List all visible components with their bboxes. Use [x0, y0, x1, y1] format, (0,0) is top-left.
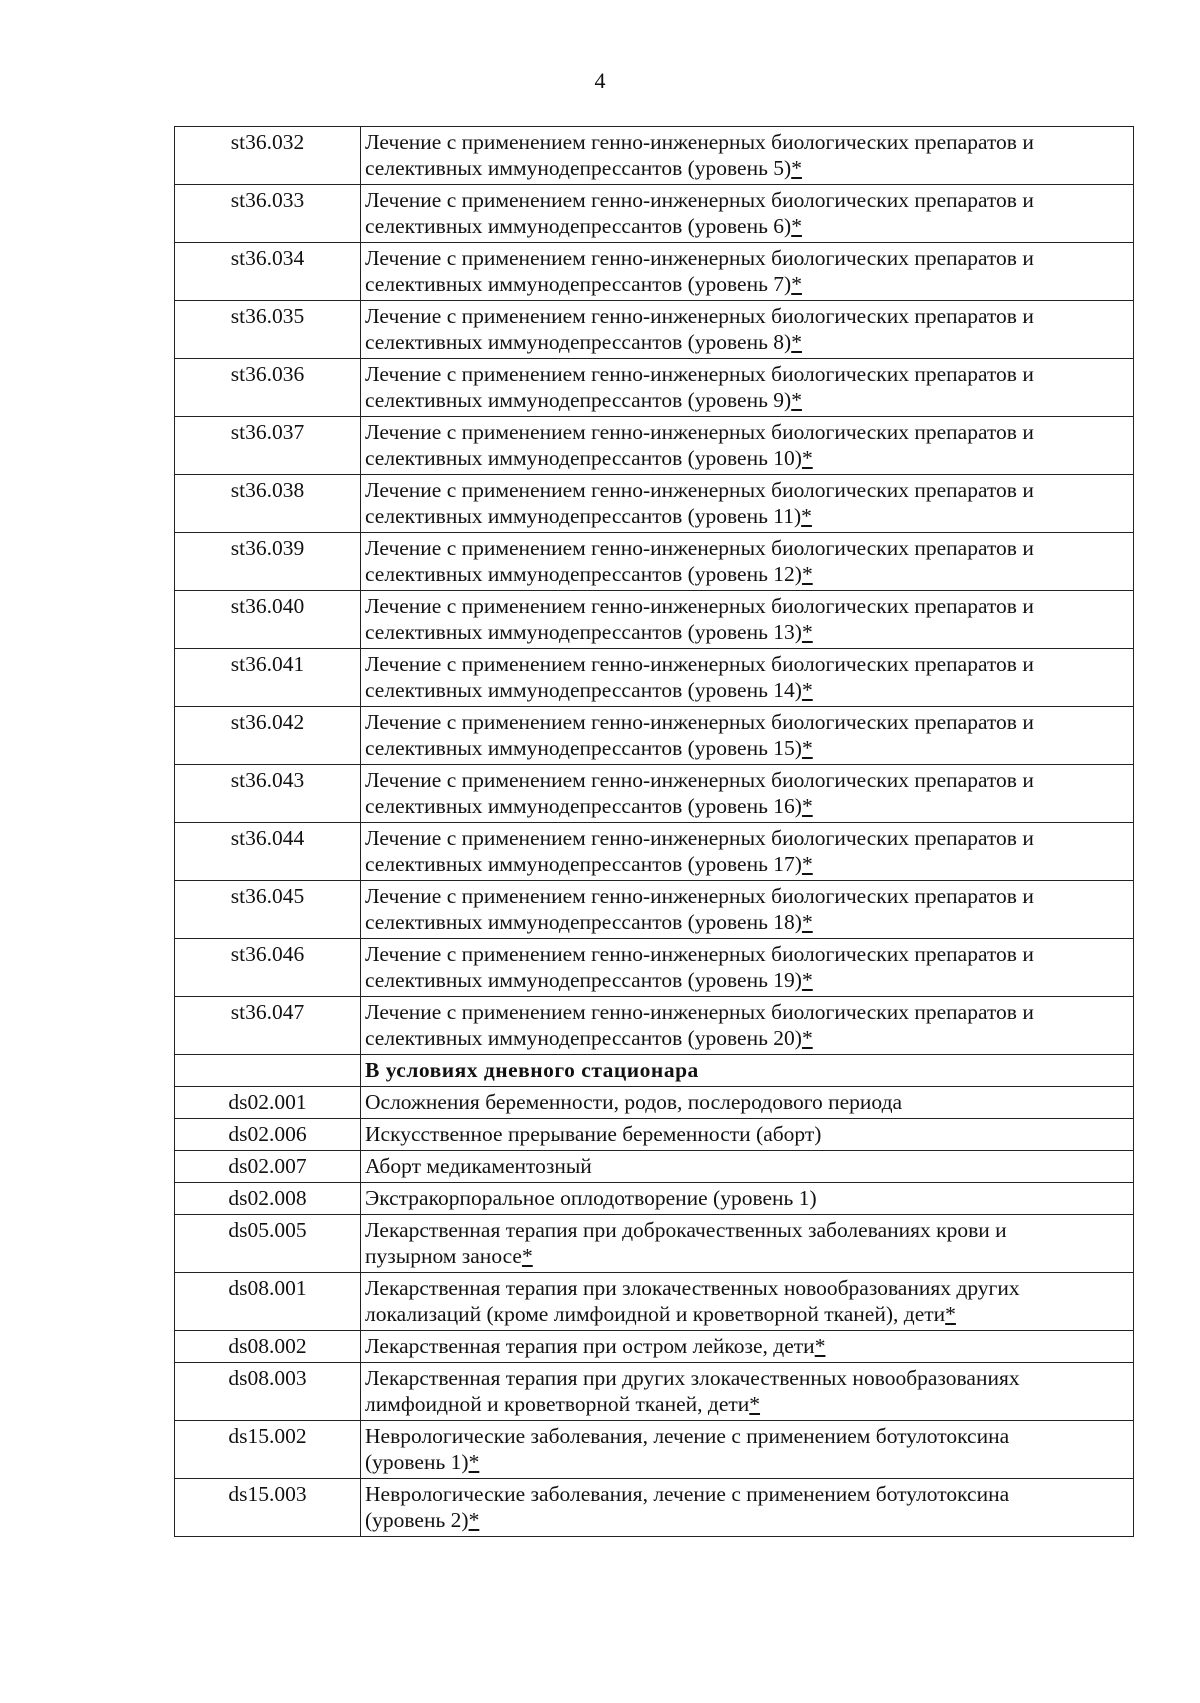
- description-line-1: Лечение с применением генно-инженерных биологических препаратов и: [365, 246, 1034, 270]
- code-cell: ds08.002: [175, 1331, 361, 1363]
- code-cell: st36.045: [175, 881, 361, 939]
- ksg-table: [174, 126, 1134, 1537]
- table-row: [175, 1151, 1134, 1183]
- description-line-1: Неврологические заболевания, лечение с применением ботулотоксина: [365, 1424, 1010, 1448]
- table-row: [175, 1119, 1134, 1151]
- description-cell: [361, 1087, 1134, 1119]
- footnote-asterisk: *: [801, 736, 813, 760]
- description-line-1: Искусственное прерывание беременности (аборт): [365, 1122, 822, 1146]
- footnote-asterisk: *: [791, 388, 802, 412]
- code-cell: st36.047: [175, 997, 361, 1055]
- description-cell: [361, 1363, 1134, 1421]
- footnote-asterisk: *: [945, 1302, 956, 1326]
- code-cell: st36.036: [175, 359, 361, 417]
- description-line-2: селективных иммунодепрессантов (уровень 11): [365, 504, 802, 528]
- footnote-asterisk: *: [801, 910, 813, 934]
- description-line-2: селективных иммунодепрессантов (уровень 20): [365, 1026, 802, 1050]
- code-cell: st36.043: [175, 765, 361, 823]
- table-row: [175, 765, 1134, 823]
- description-line-1: Осложнения беременности, родов, послеродового периода: [365, 1090, 903, 1114]
- table-row: [175, 1421, 1134, 1479]
- footnote-asterisk: *: [749, 1392, 761, 1416]
- description-line-2: селективных иммунодепрессантов (уровень 17): [365, 852, 802, 876]
- table-row: [175, 1183, 1134, 1215]
- description-line-1: Лекарственная терапия при доброкачественных заболеваниях крови и: [365, 1218, 1007, 1242]
- description-cell: [361, 1215, 1134, 1273]
- description-line-1: Лечение с применением генно-инженерных биологических препаратов и: [365, 768, 1034, 792]
- footnote-asterisk: *: [791, 214, 802, 238]
- table-row: [175, 243, 1134, 301]
- description-line-2: селективных иммунодепрессантов (уровень 15): [365, 736, 802, 760]
- footnote-asterisk: *: [801, 968, 813, 992]
- description-line-1: Экстракорпоральное оплодотворение (уровень 1): [365, 1186, 817, 1210]
- description-cell: [361, 127, 1134, 185]
- code-cell: st36.039: [175, 533, 361, 591]
- description-cell: [361, 649, 1134, 707]
- footnote-asterisk: *: [791, 272, 802, 296]
- code-cell: st36.032: [175, 127, 361, 185]
- description-cell: [361, 417, 1134, 475]
- footnote-asterisk: *: [801, 678, 813, 702]
- footnote-asterisk: *: [801, 504, 812, 528]
- description-cell: [361, 939, 1134, 997]
- table-row: [175, 1331, 1134, 1363]
- table-row: [175, 1479, 1134, 1537]
- description-cell: [361, 533, 1134, 591]
- description-cell: [361, 359, 1134, 417]
- table-row: [175, 475, 1134, 533]
- code-cell: ds02.008: [175, 1183, 361, 1215]
- description-cell: [361, 185, 1134, 243]
- table-row: [175, 1273, 1134, 1331]
- description-cell: [361, 1421, 1134, 1479]
- description-line-1: Лечение с применением генно-инженерных биологических препаратов и: [365, 536, 1034, 560]
- code-cell: st36.037: [175, 417, 361, 475]
- description-line-2: локализаций (кроме лимфоидной и кроветворной тканей), дети: [365, 1302, 946, 1326]
- table-row: [175, 881, 1134, 939]
- footnote-asterisk: *: [521, 1244, 533, 1268]
- table-row: [175, 939, 1134, 997]
- description-line-2: селективных иммунодепрессантов (уровень 14): [365, 678, 802, 702]
- description-cell: [361, 243, 1134, 301]
- table-row: [175, 823, 1134, 881]
- description-line-1: Лечение с применением генно-инженерных биологических препаратов и: [365, 942, 1034, 966]
- description-line-1: Неврологические заболевания, лечение с применением ботулотоксина: [365, 1482, 1010, 1506]
- description-cell: [361, 1479, 1134, 1537]
- description-line-1: Лечение с применением генно-инженерных биологических препаратов и: [365, 478, 1034, 502]
- table-row: [175, 591, 1134, 649]
- description-cell: [361, 823, 1134, 881]
- description-line-1: Лекарственная терапия при злокачественных новообразованиях других: [365, 1276, 1020, 1300]
- description-line-1: Лечение с применением генно-инженерных биологических препаратов и: [365, 188, 1034, 212]
- description-line-1: Лекарственная терапия при других злокачественных новообразованиях: [365, 1366, 1020, 1390]
- footnote-asterisk: *: [468, 1450, 480, 1474]
- description-line-1: Лечение с применением генно-инженерных биологических препаратов и: [365, 130, 1034, 154]
- description-line-2: селективных иммунодепрессантов (уровень 6): [365, 214, 792, 238]
- empty-code-cell: [175, 1055, 361, 1087]
- description-cell: [361, 881, 1134, 939]
- description-line-1: Лечение с применением генно-инженерных биологических препаратов и: [365, 304, 1034, 328]
- table-row: [175, 533, 1134, 591]
- code-cell: ds15.003: [175, 1479, 361, 1537]
- code-cell: ds02.001: [175, 1087, 361, 1119]
- table-row: [175, 359, 1134, 417]
- description-line-1: Лечение с применением генно-инженерных биологических препаратов и: [365, 1000, 1034, 1024]
- code-cell: ds08.003: [175, 1363, 361, 1421]
- description-line-1: Лечение с применением генно-инженерных биологических препаратов и: [365, 594, 1034, 618]
- description-cell: [361, 1331, 1134, 1363]
- description-line-1: Лечение с применением генно-инженерных биологических препаратов и: [365, 652, 1034, 676]
- description-line-2: селективных иммунодепрессантов (уровень 12): [365, 562, 802, 586]
- section-row: [175, 1055, 1134, 1087]
- description-line-2: селективных иммунодепрессантов (уровень 10): [365, 446, 802, 470]
- code-cell: st36.034: [175, 243, 361, 301]
- description-line-1: Лечение с применением генно-инженерных биологических препаратов и: [365, 884, 1034, 908]
- code-cell: st36.033: [175, 185, 361, 243]
- description-cell: [361, 475, 1134, 533]
- table-row: [175, 707, 1134, 765]
- description-cell: [361, 301, 1134, 359]
- description-line-2: (уровень 2): [365, 1508, 469, 1532]
- description-cell: [361, 1183, 1134, 1215]
- table-row: [175, 417, 1134, 475]
- table-row: [175, 1363, 1134, 1421]
- footnote-asterisk: *: [801, 794, 813, 818]
- code-cell: st36.046: [175, 939, 361, 997]
- table-row: [175, 185, 1134, 243]
- code-cell: ds05.005: [175, 1215, 361, 1273]
- table-row: [175, 1215, 1134, 1273]
- code-cell: ds02.007: [175, 1151, 361, 1183]
- table-row: [175, 1087, 1134, 1119]
- description-cell: [361, 707, 1134, 765]
- table-row: [175, 997, 1134, 1055]
- code-cell: st36.038: [175, 475, 361, 533]
- description-line-1: Лечение с применением генно-инженерных биологических препаратов и: [365, 826, 1034, 850]
- description-line-2: (уровень 1): [365, 1450, 469, 1474]
- description-cell: [361, 1119, 1134, 1151]
- description-line-1: Лекарственная терапия при остром лейкозе, дети: [365, 1334, 815, 1358]
- code-cell: ds15.002: [175, 1421, 361, 1479]
- table-row: [175, 649, 1134, 707]
- description-line-2: селективных иммунодепрессантов (уровень 5): [365, 156, 792, 180]
- description-line-1: Лечение с применением генно-инженерных биологических препаратов и: [365, 362, 1034, 386]
- footnote-asterisk: *: [801, 446, 813, 470]
- footnote-asterisk: *: [801, 620, 813, 644]
- description-line-2: селективных иммунодепрессантов (уровень 9): [365, 388, 792, 412]
- description-line-2: селективных иммунодепрессантов (уровень 13): [365, 620, 802, 644]
- description-line-1: Лечение с применением генно-инженерных биологических препаратов и: [365, 710, 1034, 734]
- footnote-asterisk: *: [791, 330, 802, 354]
- description-line-1: Аборт медикаментозный: [365, 1154, 592, 1178]
- footnote-asterisk: *: [791, 156, 802, 180]
- description-cell: [361, 1151, 1134, 1183]
- description-line-2: селективных иммунодепрессантов (уровень 18): [365, 910, 802, 934]
- code-cell: st36.041: [175, 649, 361, 707]
- footnote-asterisk: *: [814, 1334, 826, 1358]
- description-line-1: Лечение с применением генно-инженерных биологических препаратов и: [365, 420, 1034, 444]
- description-cell: [361, 591, 1134, 649]
- description-line-2: лимфоидной и кроветворной тканей, дети: [365, 1392, 750, 1416]
- description-cell: [361, 997, 1134, 1055]
- description-line-2: селективных иммунодепрессантов (уровень 16): [365, 794, 802, 818]
- table-row: [175, 127, 1134, 185]
- code-cell: st36.042: [175, 707, 361, 765]
- code-cell: ds02.006: [175, 1119, 361, 1151]
- description-cell: [361, 765, 1134, 823]
- code-cell: st36.044: [175, 823, 361, 881]
- description-cell: [361, 1273, 1134, 1331]
- code-cell: st36.035: [175, 301, 361, 359]
- description-line-2: пузырном заносе: [365, 1244, 522, 1268]
- code-cell: st36.040: [175, 591, 361, 649]
- page-number: 4: [594, 68, 606, 93]
- footnote-asterisk: *: [468, 1508, 480, 1532]
- footnote-asterisk: *: [801, 562, 813, 586]
- section-heading: В условиях дневного стационара: [361, 1055, 1134, 1087]
- footnote-asterisk: *: [801, 1026, 813, 1050]
- table-row: [175, 301, 1134, 359]
- table-body: [175, 127, 1134, 1537]
- description-line-2: селективных иммунодепрессантов (уровень 7): [365, 272, 792, 296]
- description-line-2: селективных иммунодепрессантов (уровень 8): [365, 330, 792, 354]
- footnote-asterisk: *: [801, 852, 813, 876]
- description-line-2: селективных иммунодепрессантов (уровень 19): [365, 968, 802, 992]
- code-cell: ds08.001: [175, 1273, 361, 1331]
